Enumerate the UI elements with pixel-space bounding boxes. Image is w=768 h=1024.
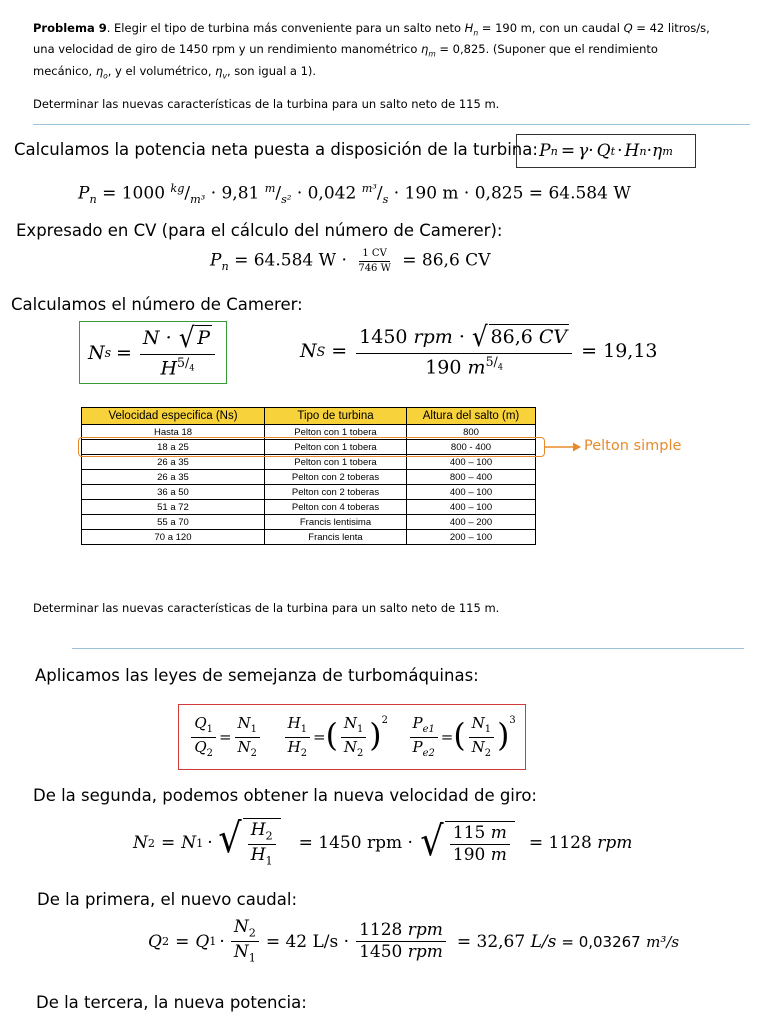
heading-new-flow: De la primera, el nuevo caudal: — [37, 890, 298, 909]
heading-camerer: Calculamos el número de Camerer: — [11, 295, 303, 314]
net-power-calculation: $P_n = 1000$ $^{kg}/_{m^3} \cdot 9,81$ $^m/_{s^2} \cdot 0,042$ $^{m^3}/_s \cdot 190$ m · 0,825 = 64.584 W — [78, 182, 631, 207]
cv-calculation: $P_n = 64.584$ W · $\frac{1 CV}{746 W}$ = 86,6 CV — [210, 248, 491, 274]
heading-cv: Expresado en CV (para el cálculo del número de Camerer): — [16, 221, 503, 240]
divider-1 — [33, 124, 750, 125]
table-header: Velocidad especifica (Ns) — [82, 408, 265, 425]
table-row: 36 a 50 Pelton con 2 toberas 400 – 100 — [82, 485, 536, 500]
heading-net-power: Calculamos la potencia neta puesta a disposición de la turbina: — [14, 140, 538, 159]
heading-new-speed: De la segunda, podemos obtener la nueva velocidad de giro: — [33, 786, 537, 805]
camerer-calc-fraction: 1450 rpm · √ 86,6 CV 190 $m^{5/_4}$ — [356, 324, 572, 379]
law-flow: $\frac{Q_1}{Q_2}$ = $\frac{N_1}{N_2}$ — [188, 715, 263, 759]
table-row: 18 a 25 Pelton con 1 tobera 800 - 400 — [82, 440, 536, 455]
highlight-row-box — [78, 437, 545, 457]
law-head: $\frac{H_1}{H_2}$ = ( $\frac{N_1}{N_2}$ ) $^2$ — [282, 715, 388, 759]
table-header: Tipo de turbina — [265, 408, 407, 425]
problem-label: Problema 9 — [33, 21, 107, 35]
heading-new-power: De la tercera, la nueva potencia: — [36, 993, 307, 1012]
table-row: 55 a 70 Francis lentisima 400 – 200 — [82, 515, 536, 530]
annotation-pelton-simple: Pelton simple — [584, 438, 682, 454]
table-row: 26 a 35 Pelton con 2 toberas 800 – 400 — [82, 470, 536, 485]
turbine-table — [81, 407, 536, 545]
table-row: Hasta 18 Pelton con 1 tobera 800 — [82, 425, 536, 440]
divider-2 — [72, 648, 744, 649]
table-row: 51 a 72 Pelton con 4 toberas 400 – 100 — [82, 500, 536, 515]
table-row: 26 a 35 Pelton con 1 tobera 400 – 100 — [82, 455, 536, 470]
heading-similarity-laws: Aplicamos las leyes de semejanza de turbomáquinas: — [35, 666, 479, 685]
arrow-right-icon — [543, 440, 583, 454]
new-flow-calculation: Q 2 = Q 1 · $\frac{N_2}{N_1}$ = 42 L/s · $\frac{\text{1128 rpm}}{\text{1450 rpm}}$ = 32,67 L/s = 0,03267 m³/s — [148, 917, 680, 965]
net-power-formula: P n = γ · Q t · H n · η m — [516, 134, 696, 168]
similarity-laws-formula — [178, 704, 526, 770]
question-text-2: Determinar las nuevas características de la turbina para un salto neto de 115 m. — [33, 601, 500, 615]
new-speed-calculation: N 2 = N 1 · √ $\frac{H_2}{H_1}$ = 1450 rpm · √ $\frac{115 m}{190 m}$ = 1128 rpm — [133, 814, 633, 868]
question-text: Determinar las nuevas características de la turbina para un salto neto de 115 m. — [33, 97, 500, 111]
law-power: $\frac{P_{e1}}{P_{e2}}$ = ( $\frac{N_1}{N_2}$ ) $^3$ — [407, 715, 516, 759]
camerer-calculation: N S = 1450 rpm · √ 86,6 CV 190 $m^{5/_4}$ = 19,13 — [300, 321, 658, 378]
table-header-row — [82, 408, 536, 425]
cv-fraction: $\frac{1 CV}{746 W}$ — [358, 248, 391, 274]
problem-statement: Problema 9. Elegir el tipo de turbina más conveniente para un salto neto $H_n = 190$ m, con un caudal Q = 42 litros/s, una velocidad de giro de 1450 rpm y un rendimiento manométrico $\eta_m = 0,825$. (Suponer que el rendimiento mecánico, $\eta_o$, y el volumétrico, $\eta_v$, son igual a 1). — [33, 21, 710, 80]
camerer-formula: N s = N · √ P $H^{5/_4}$ — [79, 321, 227, 384]
camerer-fraction: N · √ P $H^{5/_4}$ — [140, 325, 215, 380]
table-header: Altura del salto (m) — [407, 408, 536, 425]
table-row: 70 a 120 Francis lenta 200 – 100 — [82, 530, 536, 545]
